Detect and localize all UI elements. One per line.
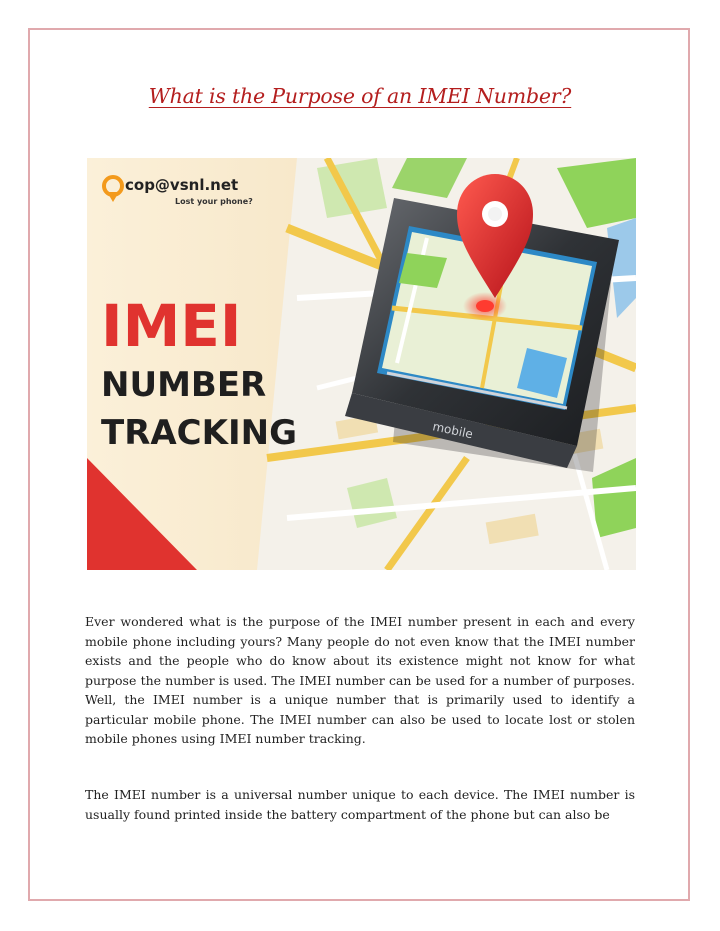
brand-tagline: Lost your phone? — [175, 197, 253, 206]
paragraph-1: Ever wondered what is the purpose of the IMEI number present in each and every mobile phone including yours? Many people do not even know that the IMEI number exists and the people who do know about its existence might not know for what purpose the number is used. The IMEI number can be used for a number of purposes. Well, the IMEI number is a unique number that is primarily used to identify a particular mobile phone. The IMEI number can also be used to locate lost or stolen mobile phones using IMEI number tracking. — [85, 614, 635, 746]
headline-imei: IMEI — [101, 292, 242, 360]
headline-number: NUMBER — [101, 365, 267, 405]
headline-tracking: TRACKING — [101, 413, 297, 453]
phone-brand-label: mobile — [431, 419, 475, 442]
paragraph-2: The IMEI number is a universal number unique to each device. The IMEI number is usually found printed inside the battery compartment of the phone but can also be — [85, 787, 635, 822]
hero-banner-image — [87, 158, 636, 570]
page-title: What is the Purpose of an IMEI Number? — [148, 84, 572, 108]
brand-name: cop@vsnl.net — [125, 176, 239, 194]
